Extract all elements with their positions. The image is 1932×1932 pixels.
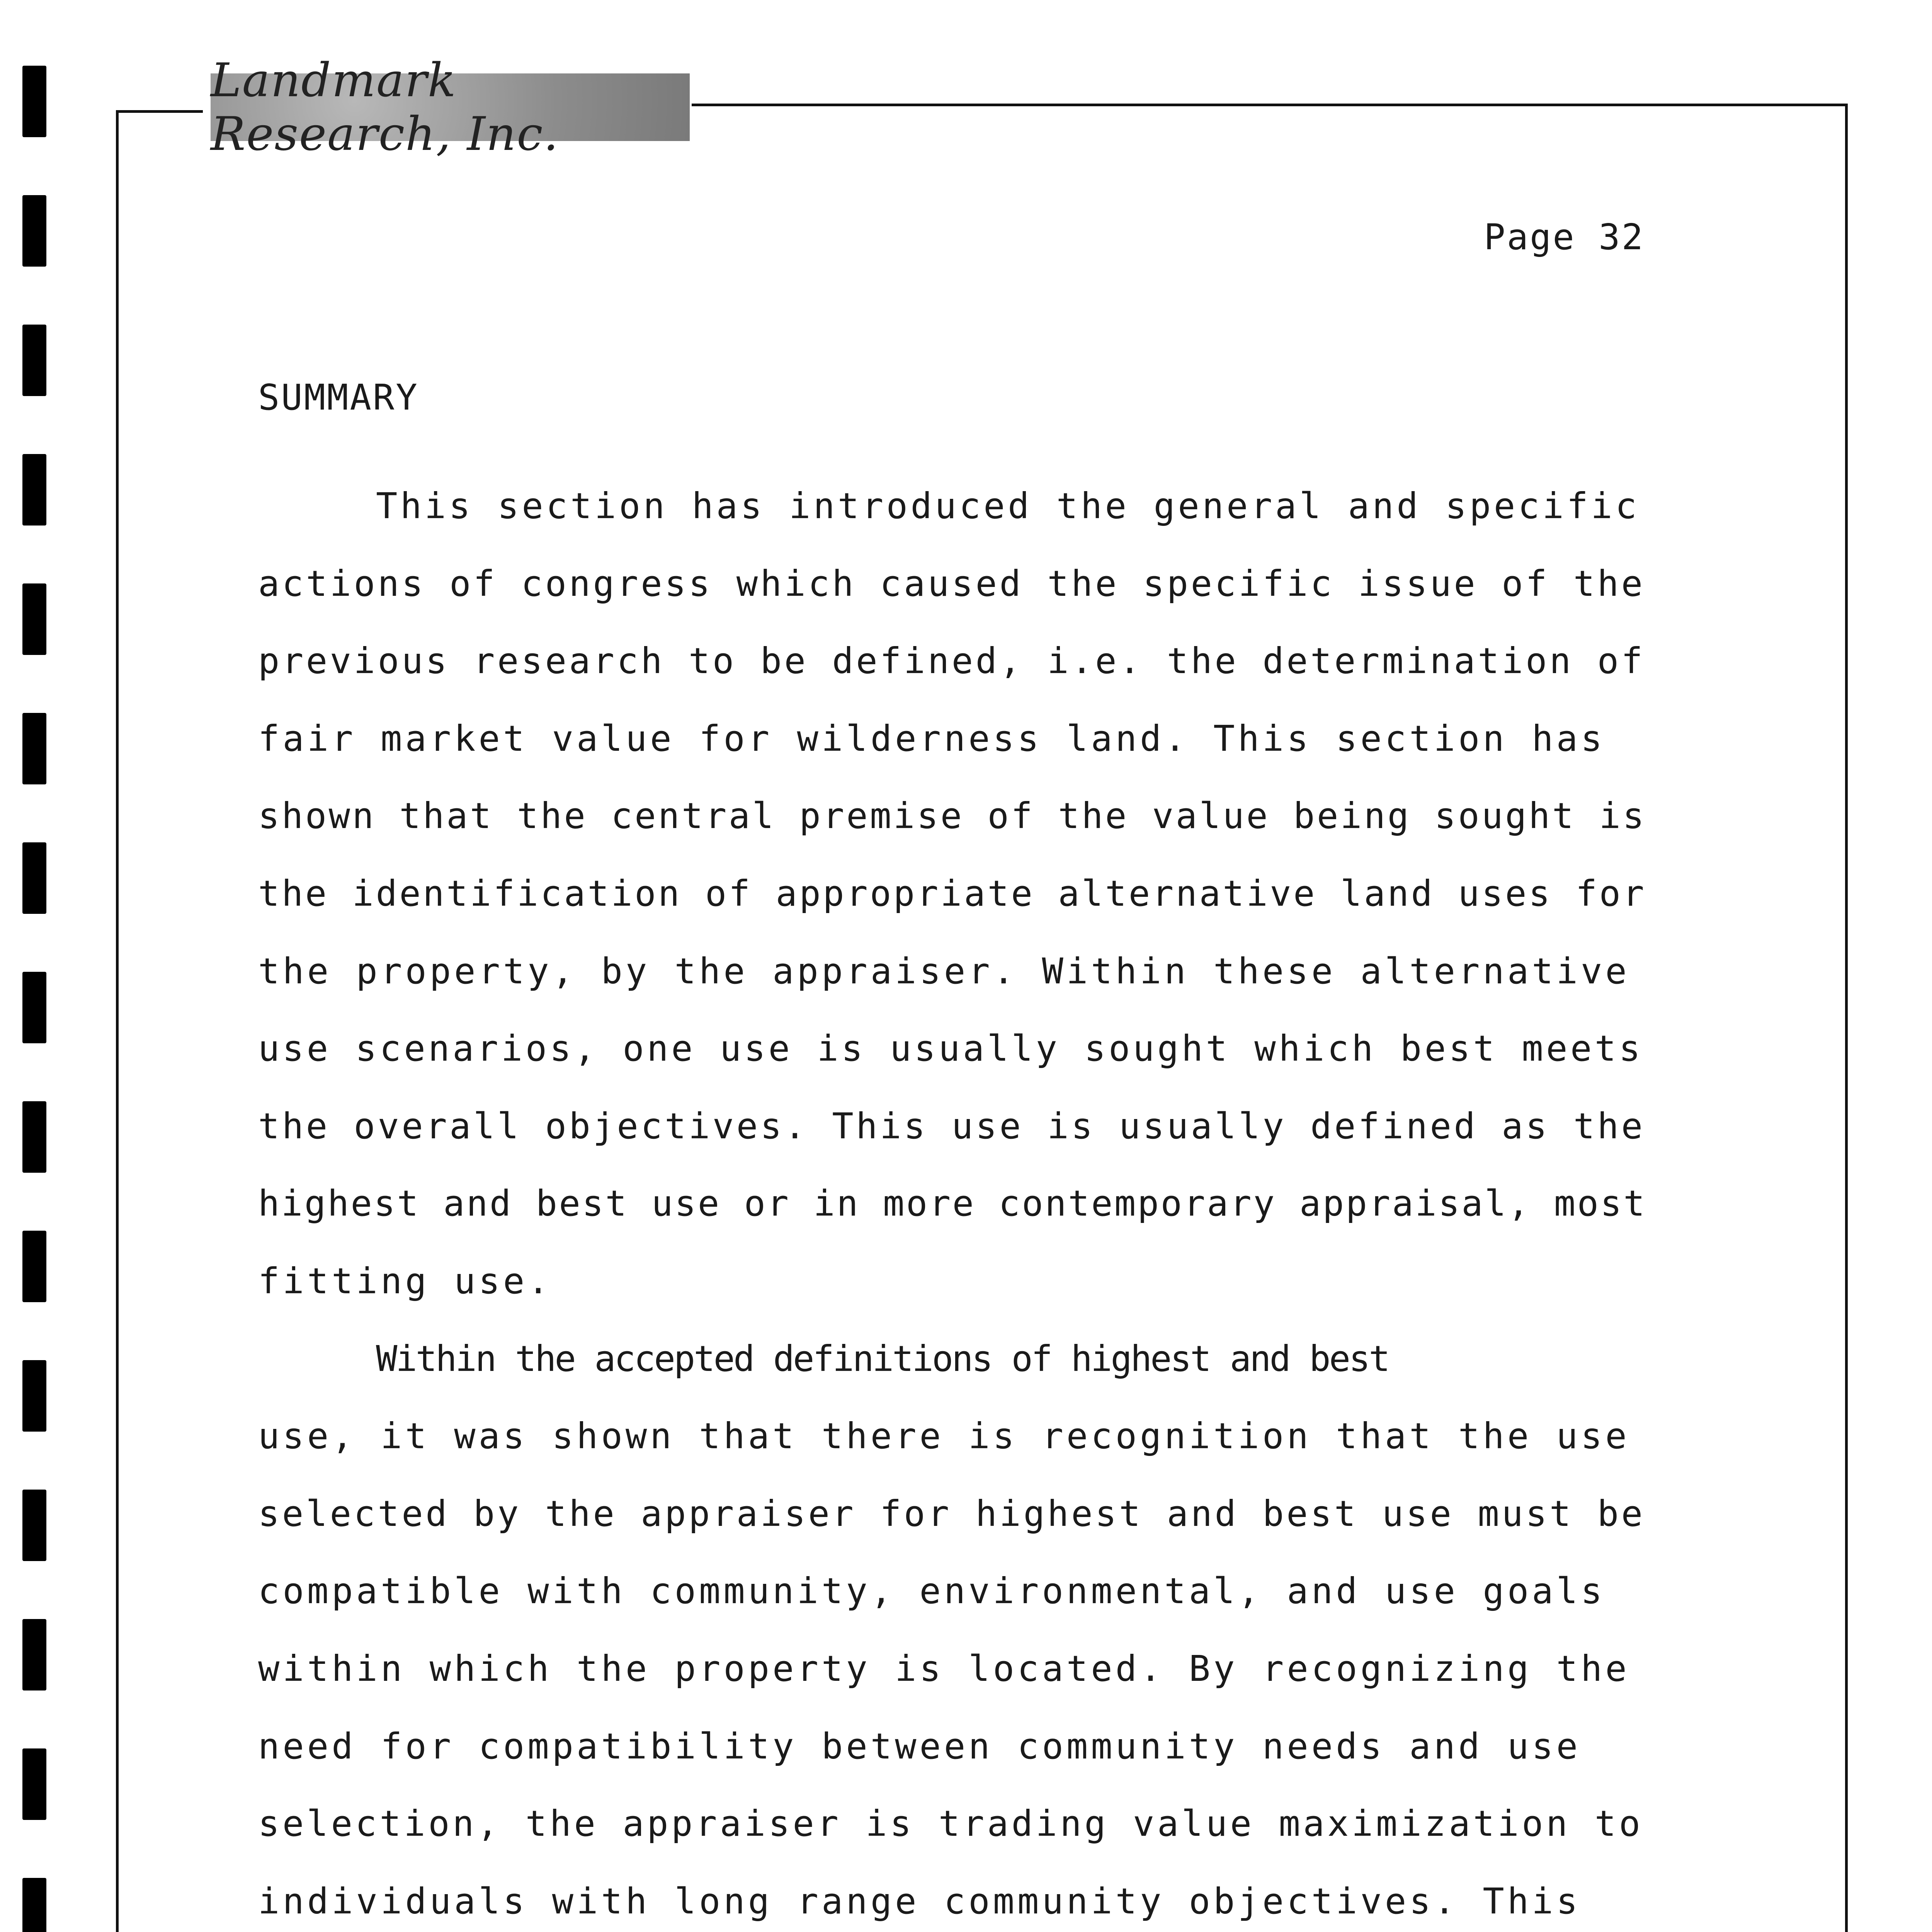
text-line: the overall objectives. This use is usually defined as the bbox=[258, 1105, 1645, 1147]
text-line: the identification of appropriate alternative land uses for bbox=[258, 872, 1646, 914]
text-line: previous research to be defined, i.e. the determination of bbox=[258, 640, 1645, 682]
text-line: fitting use. bbox=[258, 1260, 552, 1302]
punch-hole bbox=[22, 583, 46, 655]
text-line: within which the property is located. By recognizing the bbox=[258, 1648, 1630, 1689]
text-line: need for compatibility between community needs and use bbox=[258, 1725, 1581, 1767]
punch-hole bbox=[22, 1619, 46, 1690]
punch-hole bbox=[22, 842, 46, 914]
text-line: use, it was shown that there is recognition that the use bbox=[258, 1415, 1630, 1457]
text-line: individuals with long range community objectives. This bbox=[258, 1880, 1581, 1922]
logo-text: Landmark Research, Inc. bbox=[211, 53, 559, 161]
paragraph bbox=[258, 468, 1649, 1320]
punch-hole bbox=[22, 1748, 46, 1820]
punch-hole bbox=[22, 195, 46, 267]
page-number: Page 32 bbox=[1484, 216, 1645, 258]
text-line: shown that the central premise of the value being sought is bbox=[258, 795, 1646, 837]
punch-hole bbox=[22, 1490, 46, 1561]
text-line: the property, by the appraiser. Within these alternative bbox=[258, 950, 1630, 992]
punch-hole bbox=[22, 1360, 46, 1432]
frame-top-rule bbox=[116, 110, 203, 113]
frame-right-rule bbox=[1845, 104, 1848, 1932]
punch-hole bbox=[22, 325, 46, 396]
text-line: selection, the appraiser is trading value maximization to bbox=[258, 1803, 1643, 1845]
paragraph bbox=[258, 1320, 1649, 1932]
text-line: compatible with community, environmental, and use goals bbox=[258, 1570, 1605, 1612]
section-heading: SUMMARY bbox=[258, 377, 419, 418]
text-line: Within the accepted definitions of highest and best bbox=[376, 1338, 1389, 1379]
punch-hole bbox=[22, 713, 46, 784]
text-line: This section has introduced the general and specific bbox=[376, 485, 1640, 527]
body-text bbox=[258, 468, 1649, 1932]
frame-left-rule bbox=[116, 110, 119, 1932]
punch-hole bbox=[22, 1231, 46, 1302]
punch-hole bbox=[22, 66, 46, 137]
text-line: fair market value for wilderness land. This section has bbox=[258, 718, 1605, 759]
text-line: selected by the appraiser for highest and best use must be bbox=[258, 1493, 1645, 1534]
text-line: actions of congress which caused the specific issue of the bbox=[258, 563, 1645, 604]
punch-hole bbox=[22, 1101, 46, 1173]
punch-hole bbox=[22, 972, 46, 1043]
punch-hole bbox=[22, 454, 46, 526]
frame-top-rule bbox=[692, 104, 1848, 106]
text-line: highest and best use or in more contemporary appraisal, most bbox=[258, 1183, 1647, 1225]
text-line: use scenarios, one use is usually sought which best meets bbox=[258, 1028, 1643, 1070]
letterhead-logo bbox=[211, 53, 690, 161]
punch-hole bbox=[22, 1878, 46, 1932]
